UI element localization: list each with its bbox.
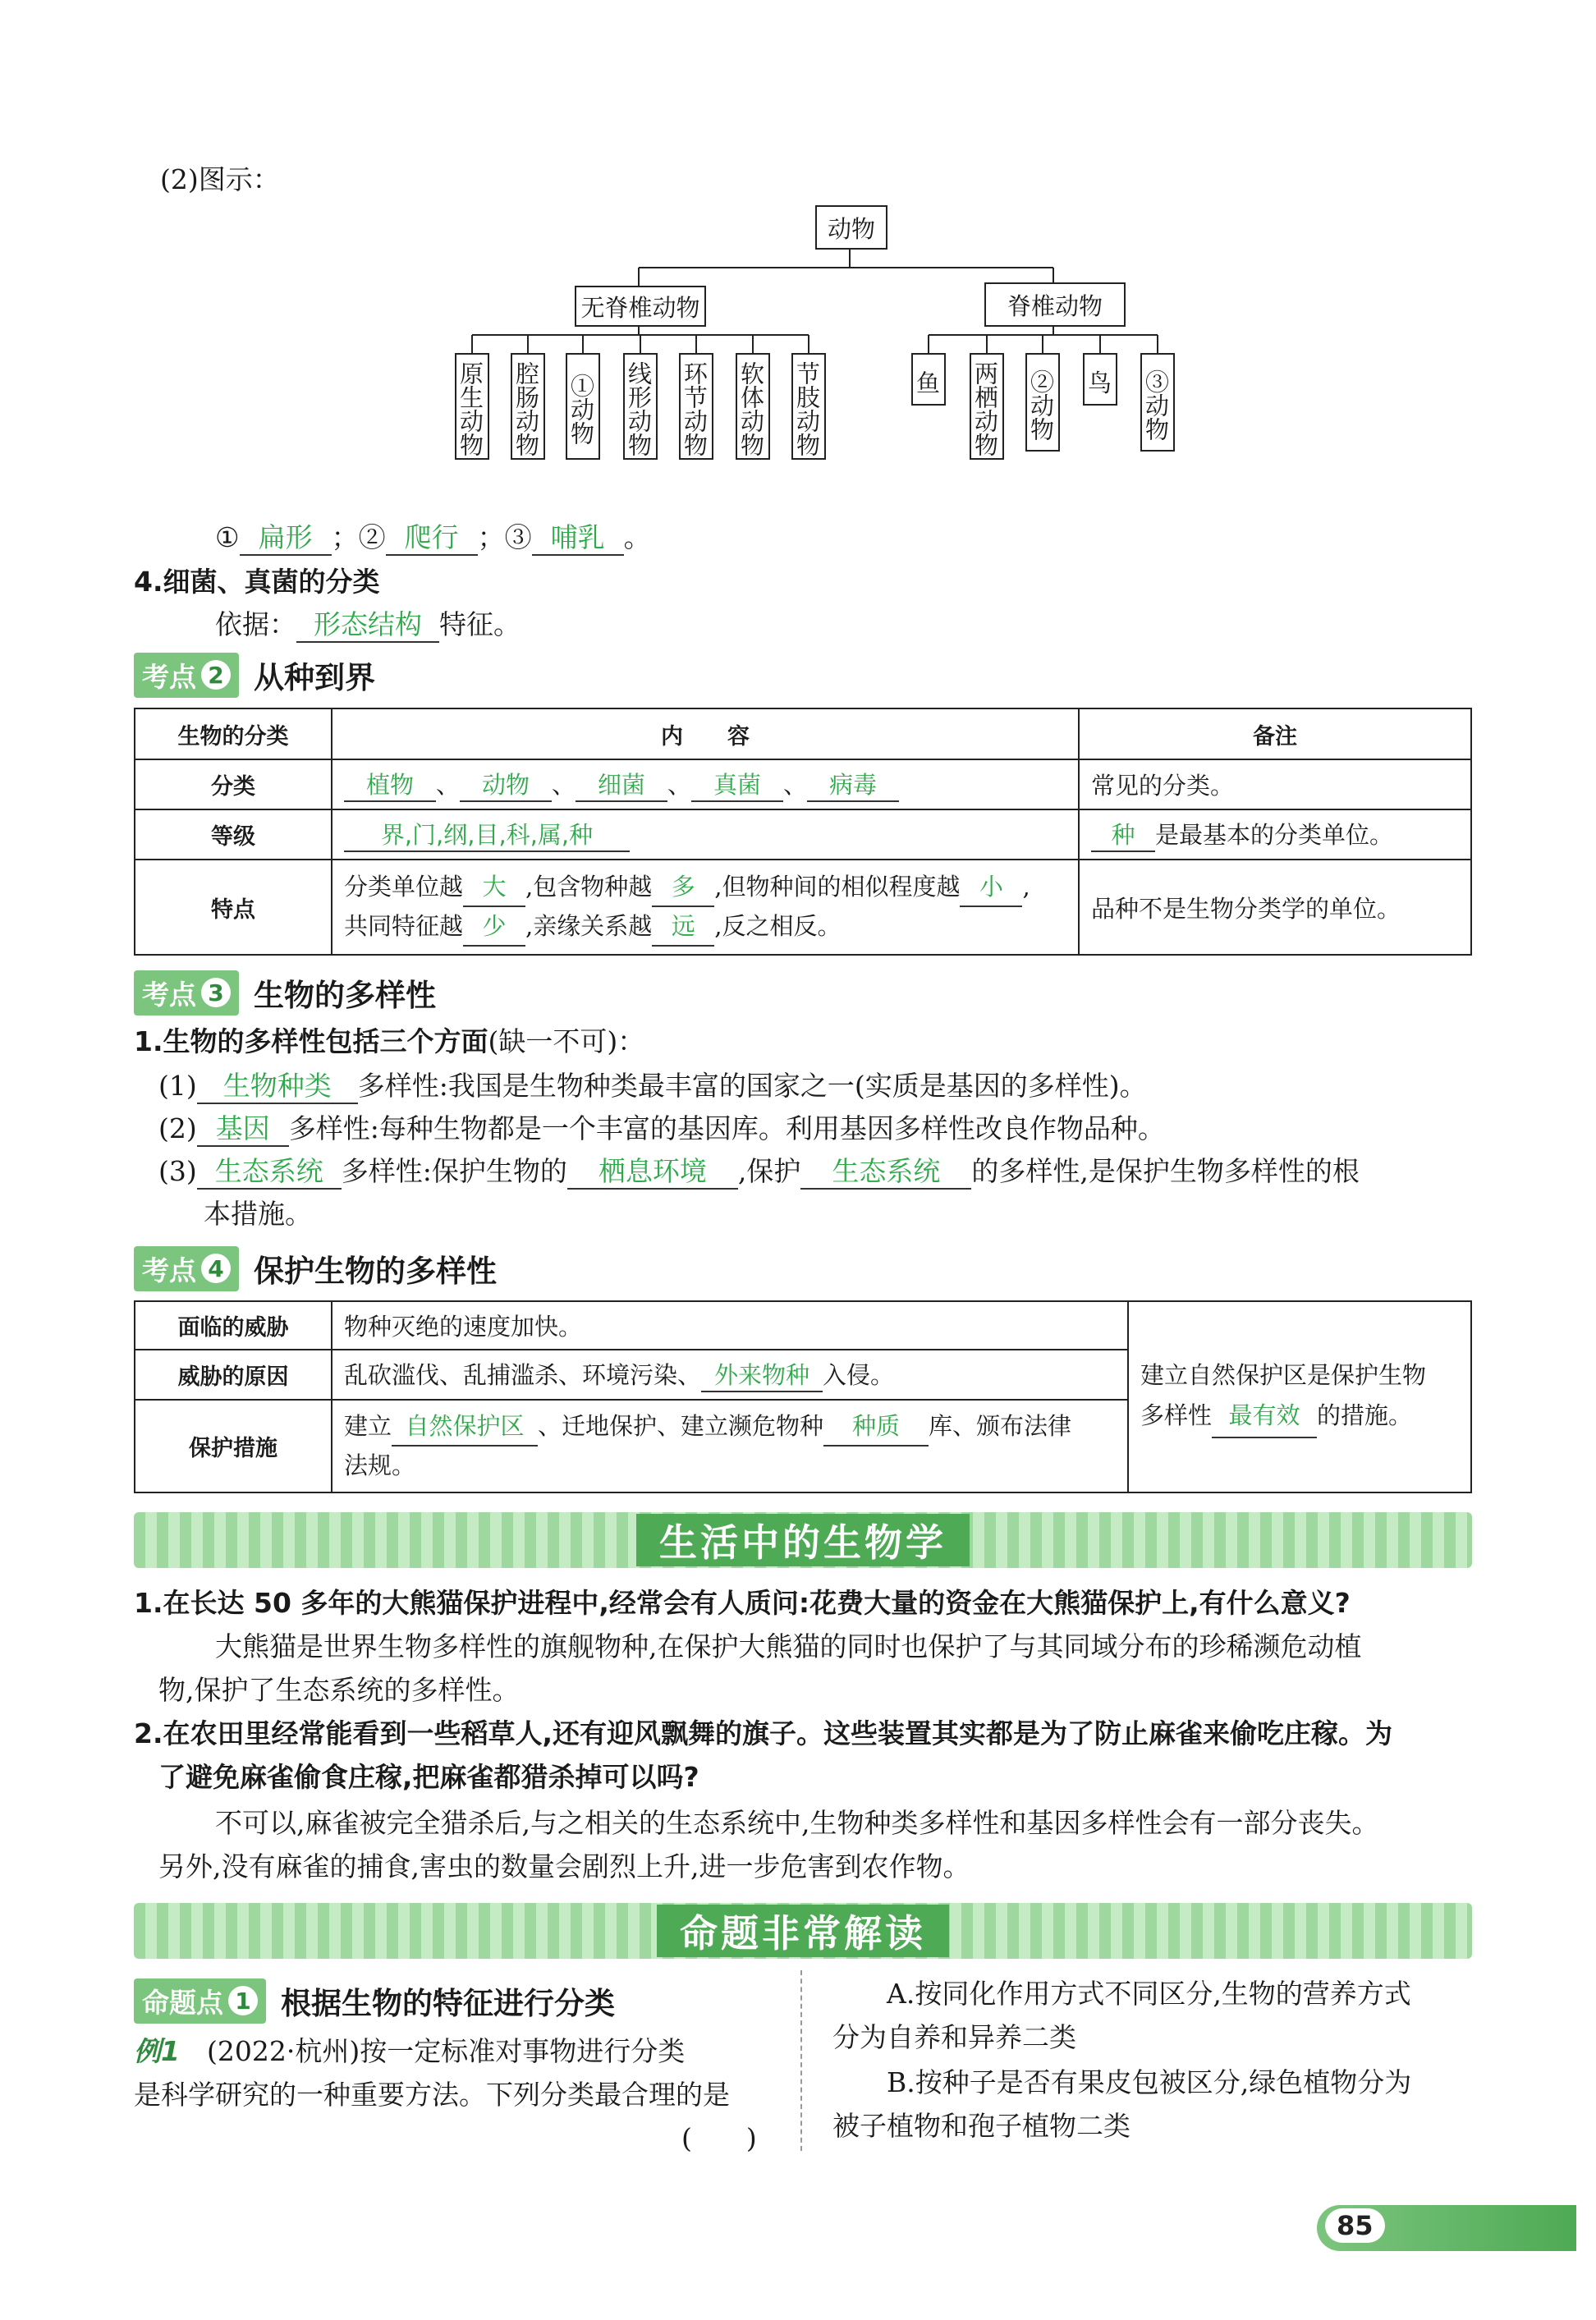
option-a: A.按同化作用方式不同区分,生物的营养方式: [887, 1978, 1411, 2010]
proposition-point-heading: 命题点 1 根据生物的特征进行分类: [134, 1978, 615, 2023]
life-question-2: 2.在农田里经常能看到一些稻草人,还有迎风飘舞的旗子。这些装置其实都是为了防止麻雀来偷吃庄稼。为: [134, 1717, 1393, 1749]
kaodian-4-heading: 考点 4 保护生物的多样性: [134, 1246, 497, 1291]
tree-leaf: 原生动物: [455, 353, 489, 460]
protection-table: [134, 1300, 1472, 1493]
col-header: 备注: [1079, 708, 1471, 759]
tree-vertebrate: 脊椎动物: [984, 282, 1126, 327]
tree-leaf: 两栖动物: [970, 353, 1004, 460]
life-question-2-cont: 了避免麻雀偷食庄稼,把麻雀都猎杀掉可以吗?: [158, 1761, 699, 1793]
life-answer-1: 大熊猫是世界生物多样性的旗舰物种,在保护大熊猫的同时也保护了与其同域分布的珍稀濒危动植: [215, 1630, 1362, 1662]
tree-leaf: ②动物: [1025, 353, 1060, 452]
section-label: (2)图示：: [160, 163, 280, 195]
table-row: 面临的威胁 物种灭绝的速度加快。 建立自然保护区是保护生物 多样性 最有效 的措施。: [135, 1301, 1471, 1350]
tree-root: 动物: [815, 205, 887, 250]
tree-leaf: 环节动物: [679, 353, 713, 460]
option-b-cont: 被子植物和孢子植物二类: [832, 2110, 1130, 2142]
classification-table: [134, 708, 1472, 956]
proposition-badge: 命题点 1: [134, 1978, 266, 2024]
kaodian-2-heading: 考点 2 从种到界: [134, 653, 375, 697]
table-row: 威胁的原因 乱砍滥伐、乱捕滥杀、环境污染、 外来物种 入侵。: [135, 1350, 1471, 1400]
column-divider: [800, 1970, 802, 2151]
example-line-1: 例1 (2022·杭州)按一定标准对事物进行分类: [134, 2035, 686, 2067]
tree-leaf: ①动物: [566, 353, 600, 460]
banner-life-biology: 生活中的生物学: [134, 1512, 1472, 1568]
life-answer-2: 不可以,麻雀被完全猎杀后,与之相关的生态系统中,生物种类多样性和基因多样性会有一部分丧失。: [215, 1807, 1379, 1839]
banner-exam-interpretation: 命题非常解读: [134, 1903, 1472, 1959]
tree-invertebrate: 无脊椎动物: [575, 286, 706, 327]
tree-leaf: ③动物: [1140, 353, 1175, 452]
tree-leaf: 鱼: [911, 353, 946, 406]
diversity-heading: 1.生物的多样性包括三个方面(缺一不可)：: [134, 1025, 645, 1057]
basis-line: 依据： 形态结构 特征。: [215, 608, 521, 643]
diversity-item-2: (2) 基因 多样性:每种生物都是一个丰富的基因库。利用基因多样性改良作物品种。: [158, 1112, 1165, 1147]
kaodian-badge: 考点 4: [134, 1246, 239, 1291]
tree-leaf: 节肢动物: [791, 353, 826, 460]
table-row: 等级 界,门,纲,目,科,属,种 种 是最基本的分类单位。: [135, 809, 1471, 860]
option-a-cont: 分为自养和异养二类: [832, 2021, 1076, 2053]
example-label: 例1: [134, 2035, 180, 2067]
tree-leaf: 鸟: [1083, 353, 1117, 406]
diversity-item-1: (1) 生物种类 多样性:我国是生物种类最丰富的国家之一(实质是基因的多样性)。: [158, 1069, 1147, 1104]
tree-leaf: 腔肠动物: [511, 353, 545, 460]
example-line-2: 是科学研究的一种重要方法。下列分类最合理的是: [134, 2079, 730, 2111]
table-row: 保护措施 建立 自然保护区 、迁地保护、建立濒危物种 种质 库、颁布法律 法规。: [135, 1400, 1471, 1492]
option-b: B.按种子是否有果皮包被区分,绿色植物分为: [887, 2066, 1412, 2098]
page-number: 85: [1325, 2208, 1385, 2243]
answer-paren: ( ): [681, 2122, 757, 2154]
life-answer-2-cont: 另外,没有麻雀的捕食,害虫的数量会剧烈上升,进一步危害到农作物。: [158, 1850, 970, 1882]
table-row: 特点 分类单位越 大 ,包含物种越 多 ,但物种间的相似程度越 小 , 共同特征越 少 ,亲缘关系越 远 ,反之相反。 品种不是生物分类学的单位。: [135, 860, 1471, 955]
tree-leaf: 软体动物: [736, 353, 770, 460]
kaodian-badge: 考点 3: [134, 970, 239, 1016]
col-header: 内 容: [332, 708, 1079, 759]
section-heading: 4.细菌、真菌的分类: [134, 566, 380, 598]
life-question-1: 1.在长达 50 多年的大熊猫保护进程中,经常会有人质问:花费大量的资金在大熊猫保护上,有什么意义?: [134, 1587, 1351, 1619]
life-answer-1-cont: 物,保护了生态系统的多样性。: [158, 1674, 520, 1706]
tree-leaf: 线形动物: [623, 353, 658, 460]
kaodian-3-heading: 考点 3 生物的多样性: [134, 970, 436, 1015]
diversity-item-3: (3) 生态系统 多样性:保护生物的 栖息环境 ,保护 生态系统 的多样性,是保护生物多样性的根: [158, 1154, 1360, 1190]
diagram-answers: ① 扁形 ；② 爬行 ；③ 哺乳 。: [215, 520, 651, 556]
diversity-item-3-cont: 本措施。: [204, 1198, 312, 1230]
col-header: 生物的分类: [135, 708, 332, 759]
table-row: 分类 植物 、 动物 、 细菌 、 真菌 、 病毒 常见的分类。: [135, 759, 1471, 809]
kaodian-badge: 考点 2: [134, 653, 239, 698]
